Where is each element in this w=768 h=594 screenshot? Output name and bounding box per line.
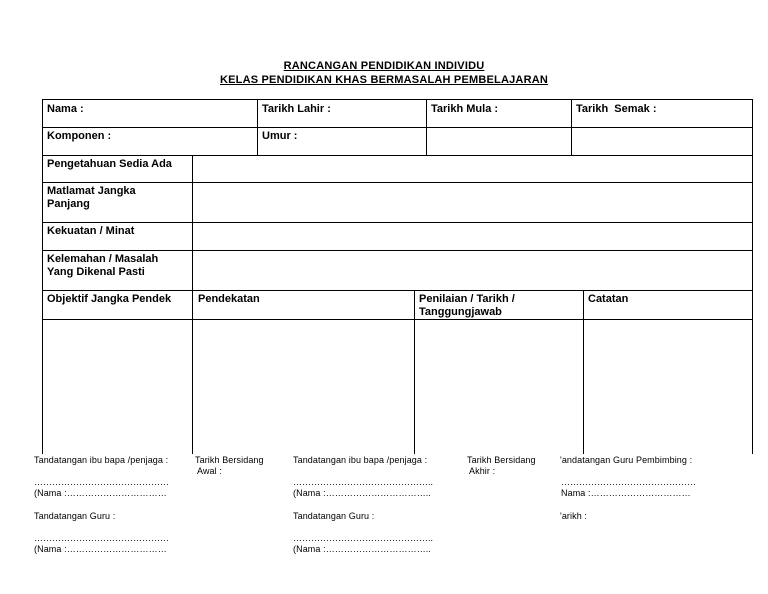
table-col-line bbox=[257, 99, 258, 155]
signature-line: ……………………………………… bbox=[561, 477, 696, 487]
tarikh-bersidang-akhir-label-2: Akhir : bbox=[469, 466, 496, 476]
document-title: RANCANGAN PENDIDIKAN INDIVIDU bbox=[283, 60, 485, 72]
table-col-line bbox=[192, 155, 193, 454]
matlamat-label-line2: Panjang bbox=[47, 198, 90, 210]
objektif-header: Objektif Jangka Pendek bbox=[47, 293, 172, 305]
guru-signature-label-2: Tandatangan Guru : bbox=[293, 511, 375, 521]
table-border-top bbox=[42, 99, 753, 100]
signature-line: ……………………………………… bbox=[34, 477, 169, 487]
penilaian-header-line1: Penilaian / Tarikh / bbox=[419, 293, 515, 305]
nama-line: (Nama :…………………………… bbox=[34, 488, 167, 498]
kelemahan-label-line2: Yang Dikenal Pasti bbox=[47, 266, 145, 278]
catatan-header: Catatan bbox=[588, 293, 629, 305]
ibu-bapa-signature-label-1: Tandatangan ibu bapa /penjaga : bbox=[34, 455, 169, 465]
kelemahan-label-line1: Kelemahan / Masalah bbox=[47, 253, 159, 265]
table-col-line bbox=[426, 99, 427, 155]
document-subtitle: KELAS PENDIDIKAN KHAS BERMASALAH PEMBELAJARAN bbox=[219, 74, 549, 86]
table-row-line bbox=[42, 155, 753, 156]
nama-line: (Nama :…………………………….. bbox=[293, 544, 432, 554]
table-col-line bbox=[583, 290, 584, 454]
penilaian-header-line2: Tanggungjawab bbox=[419, 306, 502, 318]
table-border-left bbox=[42, 99, 43, 454]
komponen-label: Komponen : bbox=[47, 130, 112, 142]
tarikh-bersidang-akhir-label: Tarikh Bersidang bbox=[467, 455, 536, 465]
nama-line: Nama :…………………………… bbox=[561, 488, 691, 498]
matlamat-label-line1: Matlamat Jangka bbox=[47, 185, 136, 197]
nama-line: (Nama :…………………………….. bbox=[293, 488, 432, 498]
kekuatan-label: Kekuatan / Minat bbox=[47, 225, 135, 237]
tarikh-label: 'arikh : bbox=[560, 511, 588, 521]
table-row-line bbox=[42, 290, 753, 291]
ibu-bapa-signature-label-2: Tandatangan ibu bapa /penjaga : bbox=[293, 455, 428, 465]
tarikh-bersidang-awal-label: Tarikh Bersidang bbox=[195, 455, 264, 465]
table-row-line bbox=[42, 250, 753, 251]
tarikh-lahir-label: Tarikh Lahir : bbox=[262, 103, 331, 115]
guru-signature-label-1: Tandatangan Guru : bbox=[34, 511, 116, 521]
signature-line: ……………………………………….. bbox=[293, 533, 434, 543]
table-row-line bbox=[42, 222, 753, 223]
guru-pembimbing-signature-label: 'andatangan Guru Pembimbing : bbox=[560, 455, 693, 465]
signature-line: ……………………………………… bbox=[34, 533, 169, 543]
table-row-line bbox=[42, 127, 753, 128]
table-col-line bbox=[571, 99, 572, 155]
tarikh-semak-label: Tarikh Semak : bbox=[576, 103, 657, 115]
table-row-line bbox=[42, 319, 753, 320]
tarikh-mula-label: Tarikh Mula : bbox=[431, 103, 499, 115]
nama-line: (Nama :…………………………… bbox=[34, 544, 167, 554]
nama-label: Nama : bbox=[47, 103, 84, 115]
table-row-line bbox=[42, 182, 753, 183]
umur-label: Umur : bbox=[262, 130, 298, 142]
table-border-right bbox=[752, 99, 753, 454]
pengetahuan-label: Pengetahuan Sedia Ada bbox=[47, 158, 172, 170]
tarikh-bersidang-awal-label-2: Awal : bbox=[197, 466, 222, 476]
pendekatan-header: Pendekatan bbox=[198, 293, 260, 305]
signature-line: ……………………………………….. bbox=[293, 477, 434, 487]
table-col-line bbox=[414, 290, 415, 454]
